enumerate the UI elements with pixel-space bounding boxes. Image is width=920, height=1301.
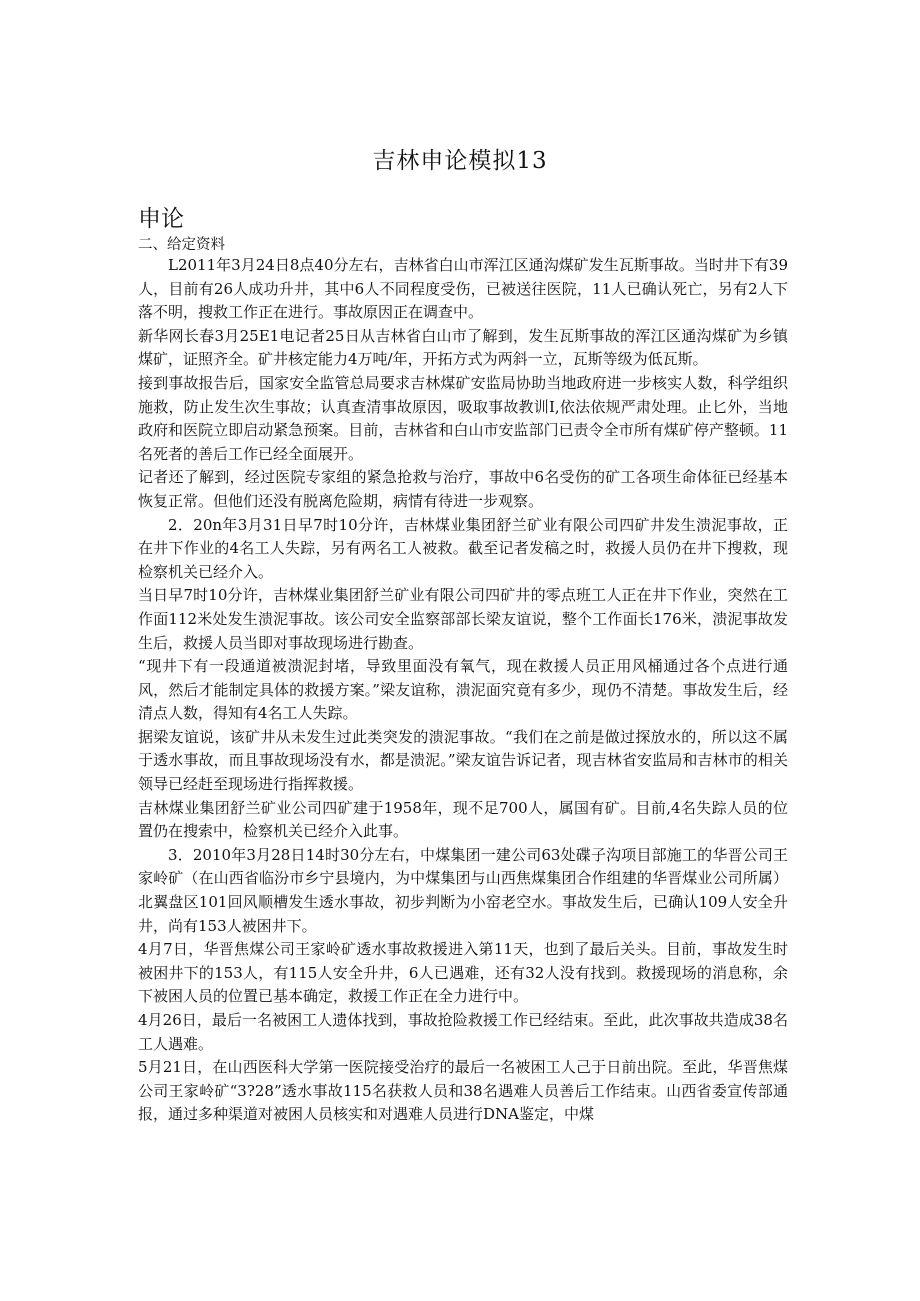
- body-paragraph: 记者还了解到，经过医院专家组的紧急抢救与治疗，事故中6名受伤的矿工各项生命体征已经基本恢复正常。但他们还没有脱离危险期，病情有待进一步观察。: [138, 468, 788, 510]
- document-body: [138, 254, 788, 1127]
- body-paragraph: 吉林煤业集团舒兰矿业公司四矿建于1958年，现不足700人，属国有矿。目前,4名失踪人员的位置仍在搜索中，检察机关已经介入此事。: [138, 798, 788, 841]
- body-paragraph: 2．20n年3月31日早7时10分许，吉林煤业集团舒兰矿业有限公司四矿井发生溃泥事故，正在井下作业的4名工人失踪，另有两名工人被救。截至记者发稿之时，救援人员仍在井下搜救，现检察机关已经介入。: [138, 515, 788, 581]
- body-paragraph: “现井下有一段通道被溃泥封堵，导致里面没有氧气，现在救援人员正用风桶通过各个点进行通风，然后才能制定具体的救援方案。”梁友谊称，溃泥面究竟有多少，现仍不清楚。事故发生后，经清点人数，得知有4名工人失踪。: [138, 657, 788, 723]
- body-paragraph: 4月26日，最后一名被困工人遗体找到，事故抢险救援工作已经结束。至此，此次事故共造成38名工人遇难。: [138, 1011, 788, 1053]
- section-subheading: 二、给定资料: [138, 237, 225, 253]
- body-paragraph: 当日早7时10分许，吉林煤业集团舒兰矿业有限公司四矿井的零点班工人正在井下作业，突然在工作面112米处发生溃泥事故。该公司安全监察部部长梁友谊说，整个工作面长176米，溃泥事故发生后，救援人员当即对事故现场进行勘查。: [138, 586, 788, 652]
- section-title: 申论: [138, 206, 184, 232]
- document-title: 吉林申论模拟13: [372, 148, 548, 174]
- body-paragraph: 4月7日，华晋焦煤公司王家岭矿透水事故救援进入第11天，也到了最后关头。目前，事故发生时被困井下的153人，有115人安全升井，6人已遇难，还有32人没有找到。救援现场的消息称，余下被困人员的位置已基本确定，救援工作正在全力进行中。: [138, 940, 788, 1006]
- body-paragraph: 5月21日，在山西医科大学第一医院接受治疗的最后一名被困工人己于日前出院。至此，华晋焦煤公司王家岭矿“3?28”透水事故115名获救人员和38名遇难人员善后工作结束。山西省委宣传部通报，通过多种渠道对被困人员核实和对遇难人员进行DNA鉴定，中煤: [138, 1058, 788, 1124]
- body-paragraph: 接到事故报告后，国家安全监管总局要求吉林煤矿安监局协助当地政府进一步核实人数，科学组织施救，防止发生次生事故；认真查清事故原因，吸取事故教训I,依法依规严肃处理。止匕外，当地政府和医院立即启动紧急预案。目前，吉林省和白山市安监部门已责令全市所有煤矿停产整顿。11名死者的善后工作已经全面展开。: [138, 373, 788, 463]
- body-paragraph: 3．2010年3月28日14时30分左右，中煤集团一建公司63处碟子沟项目部施工的华晋公司王家岭矿（在山西省临汾市乡宁县境内，为中煤集团与山西焦煤集团合作组建的华晋煤业公司所属）北翼盘区101回风顺槽发生透水事故，初步判断为小窑老空水。事故发生后，已确认109人安全升井，尚有153人被困井下。: [138, 845, 788, 935]
- body-paragraph: L2011年3月24日8点40分左右，吉林省白山市浑江区通沟煤矿发生瓦斯事故。当时井下有39人，目前有26人成功升井，其中6人不同程度受伤，已被送往医院，11人已确认死亡，另有2人下落不明，搜救工作正在进行。事故原因正在调查中。: [138, 256, 788, 322]
- body-paragraph: 据梁友谊说，该矿井从未发生过此类突发的溃泥事故。“我们在之前是做过探放水的，所以这不属于透水事故，而且事故现场没有水，都是溃泥。”梁友谊告诉记者，现吉林省安监局和吉林市的相关领导已经赶至现场进行指挥救援。: [138, 727, 788, 794]
- body-paragraph: 新华网长春3月25E1电记者25日从吉林省白山市了解到，发生瓦斯事故的浑江区通沟煤矿为乡镇煤矿，证照齐全。矿井核定能力4万吨/年，开拓方式为两斜一立，瓦斯等级为低瓦斯。: [138, 326, 788, 369]
